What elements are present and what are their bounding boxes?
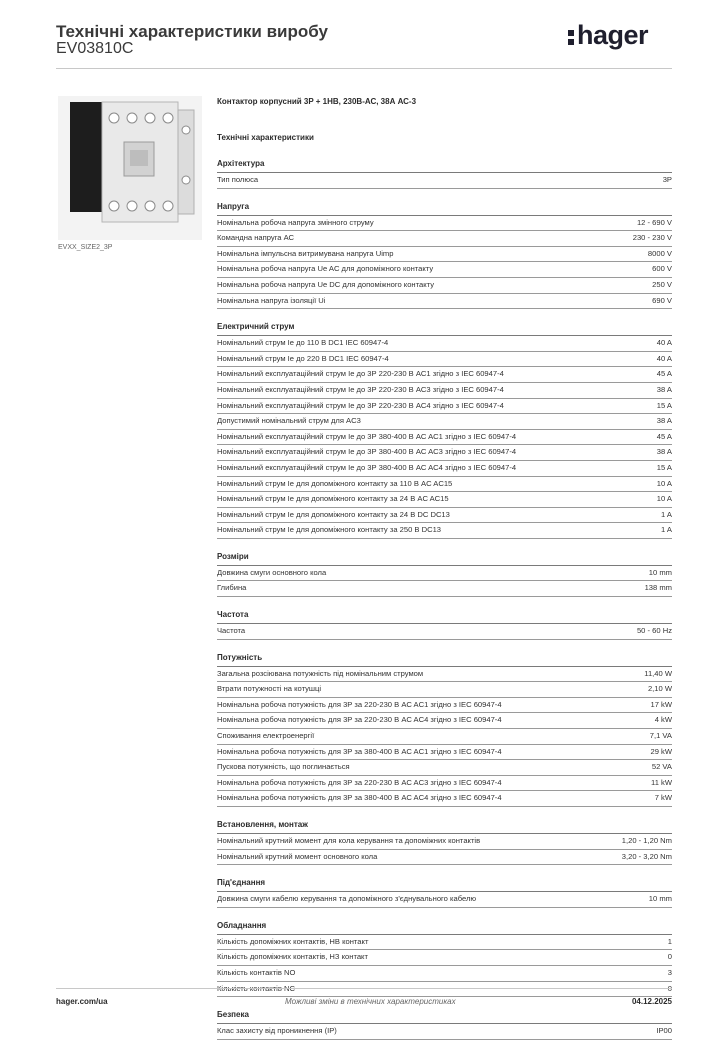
image-caption: EVXX_SIZE2_3P bbox=[58, 244, 113, 251]
spec-value: 40 A bbox=[656, 353, 672, 363]
document-title: Технічні характеристики виробу bbox=[56, 22, 328, 41]
spec-label: Номінальний струм Ie для допоміжного контакту за 24 В DC DC13 bbox=[217, 509, 450, 519]
spec-label: Номінальний крутний момент для кола керування та допоміжних контактів bbox=[217, 836, 481, 845]
spec-value: 600 V bbox=[652, 264, 672, 274]
spec-sections bbox=[217, 156, 672, 1040]
spec-value: 138 mm bbox=[644, 583, 672, 593]
spec-value: 0 bbox=[667, 952, 672, 962]
spec-label: Клас захисту від проникнення (IP) bbox=[217, 1026, 337, 1036]
spec-label: Номінальний струм Ie для допоміжного контакту за 24 В AC AC15 bbox=[217, 494, 449, 504]
spec-value: 10 A bbox=[656, 494, 672, 504]
product-description: Контактор корпусний 3P + 1НВ, 230В-АС, 38А АС-3 bbox=[217, 97, 417, 106]
spec-label: Пускова потужність, що поглинається bbox=[217, 762, 350, 772]
spec-section bbox=[217, 817, 672, 865]
spec-label: Номінальна робоча потужність для 3P за 220-230 В AC AC1 згідно з IEC 60947-4 bbox=[217, 699, 502, 709]
spec-row bbox=[217, 523, 672, 539]
spec-label: Кількість допоміжних контактів, НВ контакт bbox=[217, 936, 369, 946]
product-code: EV03810C bbox=[56, 40, 134, 57]
spec-label: Кількість контактів NO bbox=[217, 967, 296, 977]
spec-label: Номінальний струм Ie для допоміжного контакту за 250 В DC13 bbox=[217, 525, 442, 535]
spec-label: Номінальна робоча потужність для 3P за 380-400 В AC AC4 згідно з IEC 60947-4 bbox=[217, 793, 502, 803]
spec-value: 0 bbox=[667, 983, 672, 993]
spec-label: Номінальна робоча напруга змінного струму bbox=[217, 217, 374, 227]
spec-value: 4 kW bbox=[654, 715, 672, 725]
section-title: Безпека bbox=[217, 1007, 672, 1024]
spec-row bbox=[217, 247, 672, 263]
spec-label: Номінальний експлуатаційний струм Ie до 3Р 380-400 В AC AC3 згідно з IEC 60947-4 bbox=[217, 447, 517, 457]
spec-row bbox=[217, 294, 672, 310]
spec-label: Номінальна робоча потужність для 3P за 220-230 В AC AC3 згідно з IEC 60947-4 bbox=[217, 777, 502, 787]
spec-label: Кількість контактів NC bbox=[217, 983, 295, 993]
section-title: Потужність bbox=[217, 650, 672, 667]
spec-value: 7,1 VA bbox=[649, 731, 672, 741]
footer-divider bbox=[56, 988, 672, 989]
hager-logo bbox=[568, 20, 648, 51]
spec-label: Номінальний крутний момент основного кола bbox=[217, 851, 378, 861]
spec-value: IP00 bbox=[656, 1026, 672, 1036]
spec-section bbox=[217, 1007, 672, 1040]
spec-row bbox=[217, 508, 672, 524]
spec-row bbox=[217, 834, 672, 850]
spec-row bbox=[217, 1024, 672, 1040]
spec-row bbox=[217, 278, 672, 294]
spec-value: 3 bbox=[667, 967, 672, 977]
spec-row bbox=[217, 682, 672, 698]
spec-row bbox=[217, 216, 672, 232]
spec-value: 230 - 230 V bbox=[632, 233, 672, 243]
spec-label: Втрати потужності на котушці bbox=[217, 684, 322, 694]
spec-section bbox=[217, 156, 672, 189]
spec-value: 45 A bbox=[656, 369, 672, 379]
spec-label: Номінальний струм Ie до 110 В DC1 IEC 60947-4 bbox=[217, 338, 389, 348]
spec-label: Номінальний експлуатаційний струм Ie до 3Р 380-400 В AC AC1 згідно з IEC 60947-4 bbox=[217, 431, 517, 441]
spec-value: 17 kW bbox=[650, 699, 672, 709]
spec-row bbox=[217, 399, 672, 415]
spec-row bbox=[217, 461, 672, 477]
section-title: Архітектура bbox=[217, 156, 672, 173]
spec-row bbox=[217, 776, 672, 792]
spec-section bbox=[217, 875, 672, 908]
spec-section bbox=[217, 549, 672, 597]
spec-row bbox=[217, 352, 672, 368]
spec-label: Довжина смуги кабелю керування та допоміжного з'єднувального кабелю bbox=[217, 894, 477, 904]
spec-value: 3,20 - 3,20 Nm bbox=[621, 851, 672, 861]
spec-section bbox=[217, 199, 672, 310]
spec-value: 50 - 60 Hz bbox=[636, 626, 672, 636]
spec-label: Загальна розсіювана потужність під номінальним струмом bbox=[217, 668, 424, 678]
spec-row bbox=[217, 566, 672, 582]
spec-row bbox=[217, 745, 672, 761]
footer-date: 04.12.2025 bbox=[631, 997, 672, 1006]
spec-label: Номінальний експлуатаційний струм Ie до 3Р 380-400 В AC AC4 згідно з IEC 60947-4 bbox=[217, 462, 517, 472]
spec-row bbox=[217, 336, 672, 352]
spec-section bbox=[217, 319, 672, 539]
spec-row bbox=[217, 414, 672, 430]
spec-row bbox=[217, 966, 672, 982]
logo-colon-icon bbox=[568, 27, 575, 45]
spec-row bbox=[217, 713, 672, 729]
spec-label: Номінальна робоча напруга Ue DC для допоміжного контакту bbox=[217, 279, 435, 289]
spec-label: Номінальна робоча потужність для 3P за 380-400 В AC AC1 згідно з IEC 60947-4 bbox=[217, 746, 502, 756]
spec-row bbox=[217, 698, 672, 714]
logo-text: hager bbox=[577, 20, 649, 50]
spec-value: 7 kW bbox=[654, 793, 672, 803]
spec-label: Командна напруга АС bbox=[217, 233, 295, 243]
spec-row bbox=[217, 982, 672, 998]
spec-row bbox=[217, 935, 672, 951]
spec-value: 10 A bbox=[656, 478, 672, 488]
spec-value: 1 A bbox=[661, 509, 672, 519]
section-title: Обладнання bbox=[217, 918, 672, 935]
footer-notice: Можливі зміни в технічних характеристиках bbox=[285, 997, 456, 1006]
spec-value: 2,10 W bbox=[647, 684, 672, 694]
spec-label: Довжина смуги основного кола bbox=[217, 567, 327, 577]
spec-value: 690 V bbox=[652, 295, 672, 305]
spec-row bbox=[217, 367, 672, 383]
section-title: Частота bbox=[217, 607, 672, 624]
spec-value: 40 A bbox=[656, 338, 672, 348]
contactor-illustration bbox=[58, 96, 202, 240]
spec-value: 1 A bbox=[661, 525, 672, 535]
spec-row bbox=[217, 624, 672, 640]
spec-row bbox=[217, 262, 672, 278]
spec-row bbox=[217, 729, 672, 745]
spec-row bbox=[217, 791, 672, 807]
spec-row bbox=[217, 950, 672, 966]
spec-value: 29 kW bbox=[650, 746, 672, 756]
spec-row bbox=[217, 492, 672, 508]
spec-value: 38 A bbox=[656, 416, 672, 426]
spec-row bbox=[217, 667, 672, 683]
spec-label: Номінальна робоча потужність для 3P за 220-230 В AC AC4 згідно з IEC 60947-4 bbox=[217, 715, 502, 725]
spec-label: Частота bbox=[217, 626, 246, 636]
spec-row bbox=[217, 850, 672, 866]
spec-label: Споживання електроенергії bbox=[217, 731, 315, 741]
spec-label: Номінальний експлуатаційний струм Ie до 3Р 220-230 В AC4 згідно з IEC 60947-4 bbox=[217, 400, 504, 410]
spec-row bbox=[217, 760, 672, 776]
spec-value: 3P bbox=[662, 175, 672, 184]
spec-value: 38 A bbox=[656, 384, 672, 394]
specifications bbox=[217, 92, 672, 1040]
section-title: Встановлення, монтаж bbox=[217, 817, 672, 834]
spec-value: 12 - 690 V bbox=[636, 217, 672, 227]
spec-value: 8000 V bbox=[647, 248, 672, 258]
spec-row bbox=[217, 477, 672, 493]
spec-row bbox=[217, 581, 672, 597]
spec-label: Номінальний експлуатаційний струм Ie до 3Р 220-230 В AC1 згідно з IEC 60947-4 bbox=[217, 369, 504, 379]
spec-row bbox=[217, 173, 672, 189]
section-title: Електричний струм bbox=[217, 319, 672, 336]
section-title: Напруга bbox=[217, 199, 672, 216]
section-title: Під'єднання bbox=[217, 875, 672, 892]
spec-label: Тип полюса bbox=[217, 175, 259, 184]
spec-value: 38 A bbox=[656, 447, 672, 457]
header-divider bbox=[56, 68, 672, 69]
spec-label: Глибина bbox=[217, 583, 247, 593]
section-title: Розміри bbox=[217, 549, 672, 566]
spec-label: Кількість допоміжних контактів, НЗ контакт bbox=[217, 952, 368, 962]
spec-value: 52 VA bbox=[651, 762, 672, 772]
spec-value: 11 kW bbox=[651, 777, 672, 787]
spec-label: Номінальна робоча напруга Ue AC для допоміжного контакту bbox=[217, 264, 434, 274]
spec-label: Номінальна напруга ізоляції Ui bbox=[217, 295, 326, 305]
spec-section bbox=[217, 650, 672, 807]
spec-row bbox=[217, 445, 672, 461]
spec-value: 15 A bbox=[656, 462, 672, 472]
footer-website[interactable]: hager.com/ua bbox=[56, 997, 108, 1006]
spec-row bbox=[217, 892, 672, 908]
spec-label: Номінальний експлуатаційний струм Ie до 3Р 220-230 В AC3 згідно з IEC 60947-4 bbox=[217, 384, 504, 394]
spec-value: 11,40 W bbox=[644, 668, 672, 678]
spec-section bbox=[217, 607, 672, 640]
spec-label: Номінальний струм Ie для допоміжного контакту за 110 В AC AC15 bbox=[217, 478, 453, 488]
spec-label: Номінальний струм Ie до 220 В DC1 IEC 60947-4 bbox=[217, 353, 389, 363]
spec-value: 1,20 - 1,20 Nm bbox=[621, 836, 672, 845]
spec-label: Номінальна імпульсна витримувана напруга Uimp bbox=[217, 248, 394, 258]
spec-value: 250 V bbox=[652, 279, 672, 289]
spec-row bbox=[217, 231, 672, 247]
spec-value: 10 mm bbox=[648, 567, 672, 577]
product-image bbox=[58, 96, 202, 240]
spec-section bbox=[217, 918, 672, 997]
spec-value: 10 mm bbox=[648, 894, 672, 904]
spec-value: 1 bbox=[667, 936, 672, 946]
spec-row bbox=[217, 383, 672, 399]
specifications-heading: Технічні характеристики bbox=[217, 133, 314, 142]
spec-label: Допустимий номінальний струм для AC3 bbox=[217, 416, 361, 426]
spec-value: 15 A bbox=[656, 400, 672, 410]
spec-value: 45 A bbox=[656, 431, 672, 441]
spec-row bbox=[217, 430, 672, 446]
